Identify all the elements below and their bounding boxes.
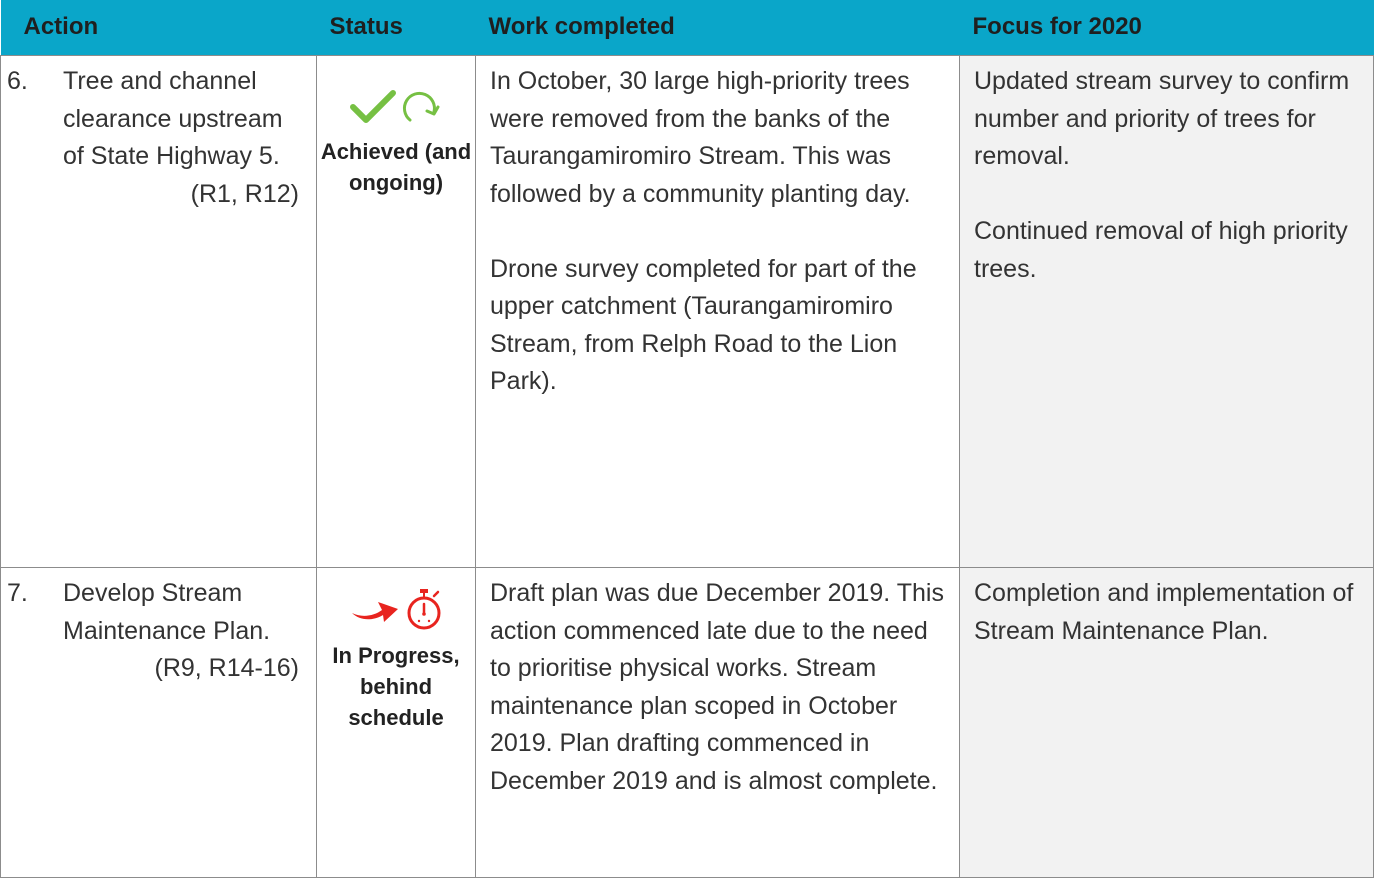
- status-cell: [317, 56, 476, 568]
- focus-cell: [960, 56, 1374, 568]
- status-cell: [317, 568, 476, 878]
- action-cell: [1, 568, 317, 878]
- action-refs: (R1, R12): [190, 179, 299, 208]
- red-arrow-icon: [350, 594, 400, 624]
- work-completed-cell: [476, 568, 960, 878]
- header-work-completed: Work completed: [476, 0, 960, 56]
- action-text: Develop Stream Maintenance Plan.: [63, 579, 271, 645]
- focus-cell: [960, 568, 1374, 878]
- checkmark-icon: [350, 90, 396, 124]
- action-number: 7.: [7, 579, 28, 607]
- work-completed-cell: [476, 56, 960, 568]
- action-number: 6.: [7, 67, 28, 95]
- table-row: [1, 568, 1374, 878]
- action-cell: [1, 56, 317, 568]
- action-text: Tree and channel clearance upstream of State Highway 5.: [63, 67, 283, 170]
- header-row: [1, 0, 1374, 56]
- ongoing-arrow-icon: [402, 87, 442, 127]
- focus-paragraph: Completion and implementation of Stream Maintenance Plan.: [974, 579, 1354, 645]
- work-paragraph: Drone survey completed for part of the upper catchment (Taurangamiromiro Stream, from Relph Road to the Lion Park).: [490, 254, 917, 395]
- focus-paragraph: Continued removal of high priority trees.: [974, 217, 1348, 283]
- header-focus-2020: Focus for 2020: [960, 0, 1374, 56]
- stopwatch-icon: [406, 588, 442, 630]
- header-status: Status: [317, 0, 476, 56]
- work-paragraph: In October, 30 large high-priority trees were removed from the banks of the Taurangamiromiro Stream. This was followed by a community planting day.: [490, 67, 911, 208]
- table-row: [1, 56, 1374, 568]
- work-paragraph: Draft plan was due December 2019. This action commenced late due to the need to prioritise physical works. Stream maintenance plan scoped in October 2019. Plan drafting commenced in December 2019 and is almost complete.: [490, 579, 944, 795]
- status-label: Achieved (and ongoing): [320, 139, 472, 195]
- focus-paragraph: Updated stream survey to confirm number and priority of trees for removal.: [974, 67, 1350, 170]
- status-label: In Progress, behind schedule: [332, 643, 460, 730]
- action-refs: (R9, R14-16): [154, 654, 299, 682]
- header-action: Action: [1, 0, 317, 56]
